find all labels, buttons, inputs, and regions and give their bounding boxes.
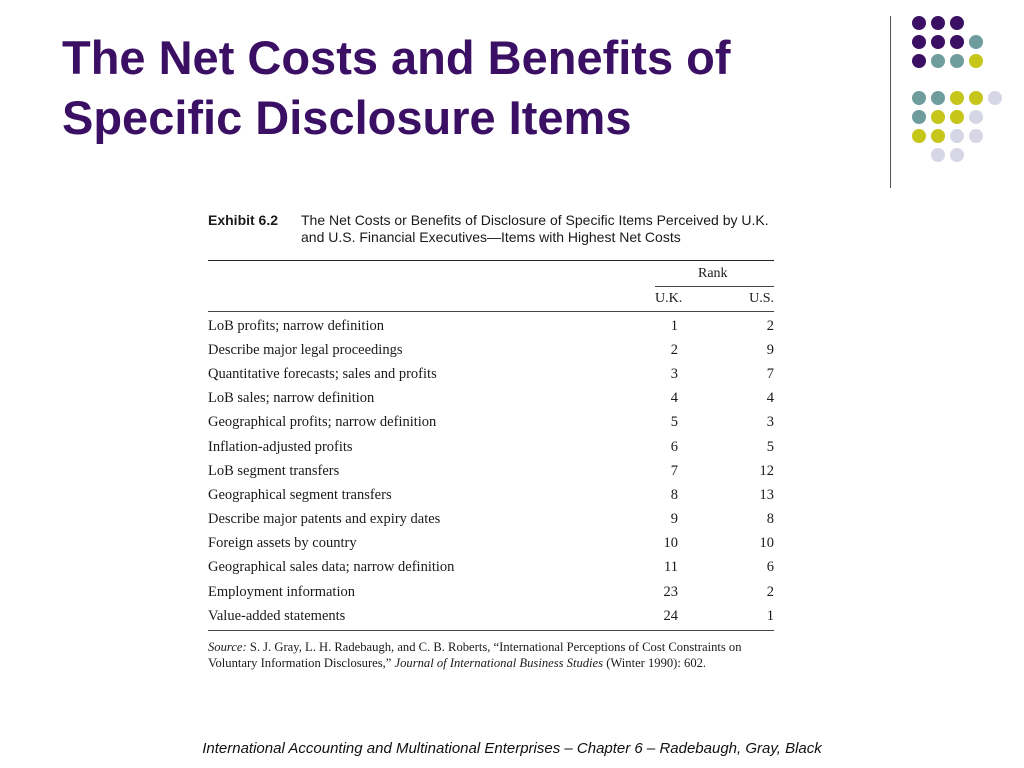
table-row (208, 387, 774, 411)
table-row (208, 508, 774, 532)
uk-rank: 23 (663, 583, 678, 600)
us-rank: 13 (759, 486, 774, 503)
table-row (208, 580, 774, 604)
exhibit-header (208, 212, 774, 246)
table-row (208, 411, 774, 435)
uk-rank: 5 (670, 414, 678, 431)
column-header-us: U.S. (749, 291, 774, 306)
uk-rank: 10 (663, 535, 678, 552)
decorative-dot (969, 91, 983, 105)
item-label: Foreign assets by country (208, 535, 357, 552)
item-label: Geographical sales data; narrow definition (208, 559, 455, 576)
uk-rank: 6 (670, 438, 678, 455)
exhibit-label: Exhibit 6.2 (208, 212, 279, 228)
decorative-dot (969, 35, 983, 49)
item-label: Employment information (208, 583, 355, 600)
table-row (208, 483, 774, 507)
vertical-divider (890, 16, 891, 188)
exhibit-caption: The Net Costs or Benefits of Disclosure of Specific Items Perceived by U.K. and U.S. Financial Executives—Items with Highest Net Costs (301, 212, 769, 245)
decorative-dot (950, 148, 964, 162)
decorative-dot (931, 148, 945, 162)
item-label: Inflation-adjusted profits (208, 438, 353, 455)
title-line-1: The Net Costs and Benefits of (62, 31, 731, 84)
column-header-row (208, 289, 774, 311)
uk-rank: 9 (670, 511, 678, 528)
rank-header: Rank (698, 266, 728, 281)
table-row (208, 314, 774, 338)
uk-rank: 2 (670, 341, 678, 358)
source-note (208, 639, 774, 671)
rank-table (208, 314, 774, 628)
us-rank: 3 (766, 414, 774, 431)
table-row (208, 604, 774, 628)
us-rank: 1 (766, 607, 774, 624)
decorative-dot (969, 129, 983, 143)
decorative-dot (931, 16, 945, 30)
us-rank: 7 (766, 365, 774, 382)
us-rank: 2 (766, 583, 774, 600)
uk-rank: 3 (670, 365, 678, 382)
column-header-uk: U.K. (655, 291, 683, 306)
table-row (208, 338, 774, 362)
item-label: Geographical segment transfers (208, 486, 392, 503)
decorative-dot (931, 35, 945, 49)
us-rank: 5 (766, 438, 774, 455)
table-row (208, 532, 774, 556)
decorative-dot (950, 110, 964, 124)
decorative-dot (988, 91, 1002, 105)
source-journal: Journal of International Business Studies (394, 656, 604, 671)
title-line-2: Specific Disclosure Items (62, 91, 632, 144)
us-rank: 2 (766, 317, 774, 334)
table-row (208, 459, 774, 483)
source-label: Source: (208, 640, 247, 655)
decorative-dot (931, 54, 945, 68)
item-label: LoB sales; narrow definition (208, 390, 375, 407)
slide-title (62, 28, 882, 148)
decorative-dot (931, 110, 945, 124)
uk-rank: 11 (664, 559, 678, 576)
decorative-dot (969, 110, 983, 124)
decorative-dot (912, 110, 926, 124)
table-row (208, 435, 774, 459)
decorative-dot (912, 129, 926, 143)
decorative-dot (912, 35, 926, 49)
uk-rank: 4 (670, 390, 678, 407)
us-rank: 12 (759, 462, 774, 479)
decorative-dot (912, 91, 926, 105)
item-label: LoB profits; narrow definition (208, 317, 384, 334)
decorative-dot (950, 129, 964, 143)
decorative-dot (912, 54, 926, 68)
item-label: Geographical profits; narrow definition (208, 414, 437, 431)
item-label: Describe major legal proceedings (208, 341, 403, 358)
rank-rule (655, 286, 774, 287)
rank-header-row (208, 261, 774, 289)
table-row (208, 556, 774, 580)
decorative-dot (950, 35, 964, 49)
item-label: Value-added statements (208, 607, 346, 624)
us-rank: 4 (766, 390, 774, 407)
uk-rank: 1 (670, 317, 678, 334)
item-label: LoB segment transfers (208, 462, 340, 479)
us-rank: 6 (766, 559, 774, 576)
bottom-rule (208, 630, 774, 631)
decorative-dot (969, 54, 983, 68)
us-rank: 8 (766, 511, 774, 528)
decorative-dot (931, 129, 945, 143)
table-row (208, 362, 774, 386)
decorative-dot (931, 91, 945, 105)
uk-rank: 7 (670, 462, 678, 479)
uk-rank: 8 (670, 486, 678, 503)
decorative-dot (950, 54, 964, 68)
exhibit-table (208, 212, 774, 671)
source-citation: (Winter 1990): 602. (603, 656, 707, 671)
item-label: Quantitative forecasts; sales and profits (208, 365, 437, 382)
decorative-dot (950, 16, 964, 30)
us-rank: 9 (766, 341, 774, 358)
decorative-dot (950, 91, 964, 105)
slide-footer: International Accounting and Multinational Enterprises – Chapter 6 – Radebaugh, Gray, Black (202, 740, 822, 757)
uk-rank: 24 (663, 607, 678, 624)
us-rank: 10 (759, 535, 774, 552)
decorative-dot (912, 16, 926, 30)
item-label: Describe major patents and expiry dates (208, 511, 441, 528)
source-text: S. J. Gray, L. H. Radebaugh, and C. B. Roberts, “International Perceptions of Cost Constraints on Voluntary Information Disclosures,” (208, 640, 742, 671)
